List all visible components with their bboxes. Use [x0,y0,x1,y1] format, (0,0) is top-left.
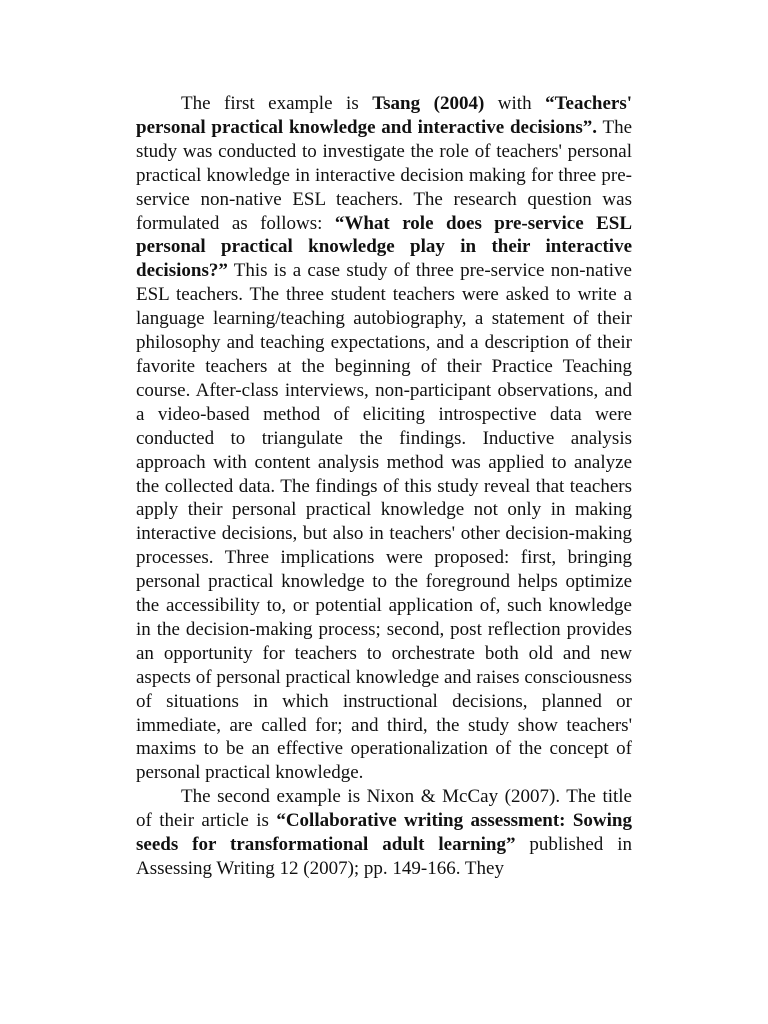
article-title: “Collaborative writing assessment: Sowing seeds for transformational adult learning” [136,810,632,856]
author-citation: Tsang (2004) [372,93,485,114]
article-title: “Teachers' personal practical knowledge and interactive decisions”. [136,93,633,138]
text-run: published in Assessing Writing 12 (2007); pp. 149-166. They [136,834,632,879]
text-run: with [484,93,546,114]
text-run: The first example is [181,93,373,114]
text-run: This is a case study of three pre-service non-native ESL teachers. The three student teachers were asked to write a language learning/teaching autobiography, a statement of their philosophy and teaching expectations, and a description of their favorite teachers at the beginning of their Practice Teaching course. After-class interviews, non-participant observations, and a video-based method of eliciting introspective data were conducted to triangulate the findings. Inductive analysis approach with content analysis method was applied to analyze the collected data. The findings of this study reveal that teachers apply their personal practical knowledge not only in making interactive decisions, but also in teachers' other decision-making processes. Three implications were proposed: first, bringing personal practical knowledge to the foreground helps optimize the accessibility to, or potential application of, such knowledge in the decision-making process; second, post reflection provides an opportunity for teachers to orchestrate both old and new aspects of personal practical knowledge and raises consciousness of situations in which instructional decisions, planned or immediate, are called for; and third, the study show teachers' maxims to be an effective operationalization of the concept of personal practical knowledge. [136,260,632,784]
document-page [136,92,632,881]
research-question: “What role does pre-service ESL personal practical knowledge play in their interactive decisions?” [136,212,632,282]
text-run: The study was conducted to investigate the role of teachers' personal practical knowledge in interactive decision making for three pre-service non-native ESL teachers. The research question was formulated as follows: [136,116,633,234]
paragraph-nixon-mccay [136,785,632,881]
text-run: The second example is Nixon & McCay (2007). The title of their article is [136,786,632,832]
paragraph-tsang [136,92,632,785]
